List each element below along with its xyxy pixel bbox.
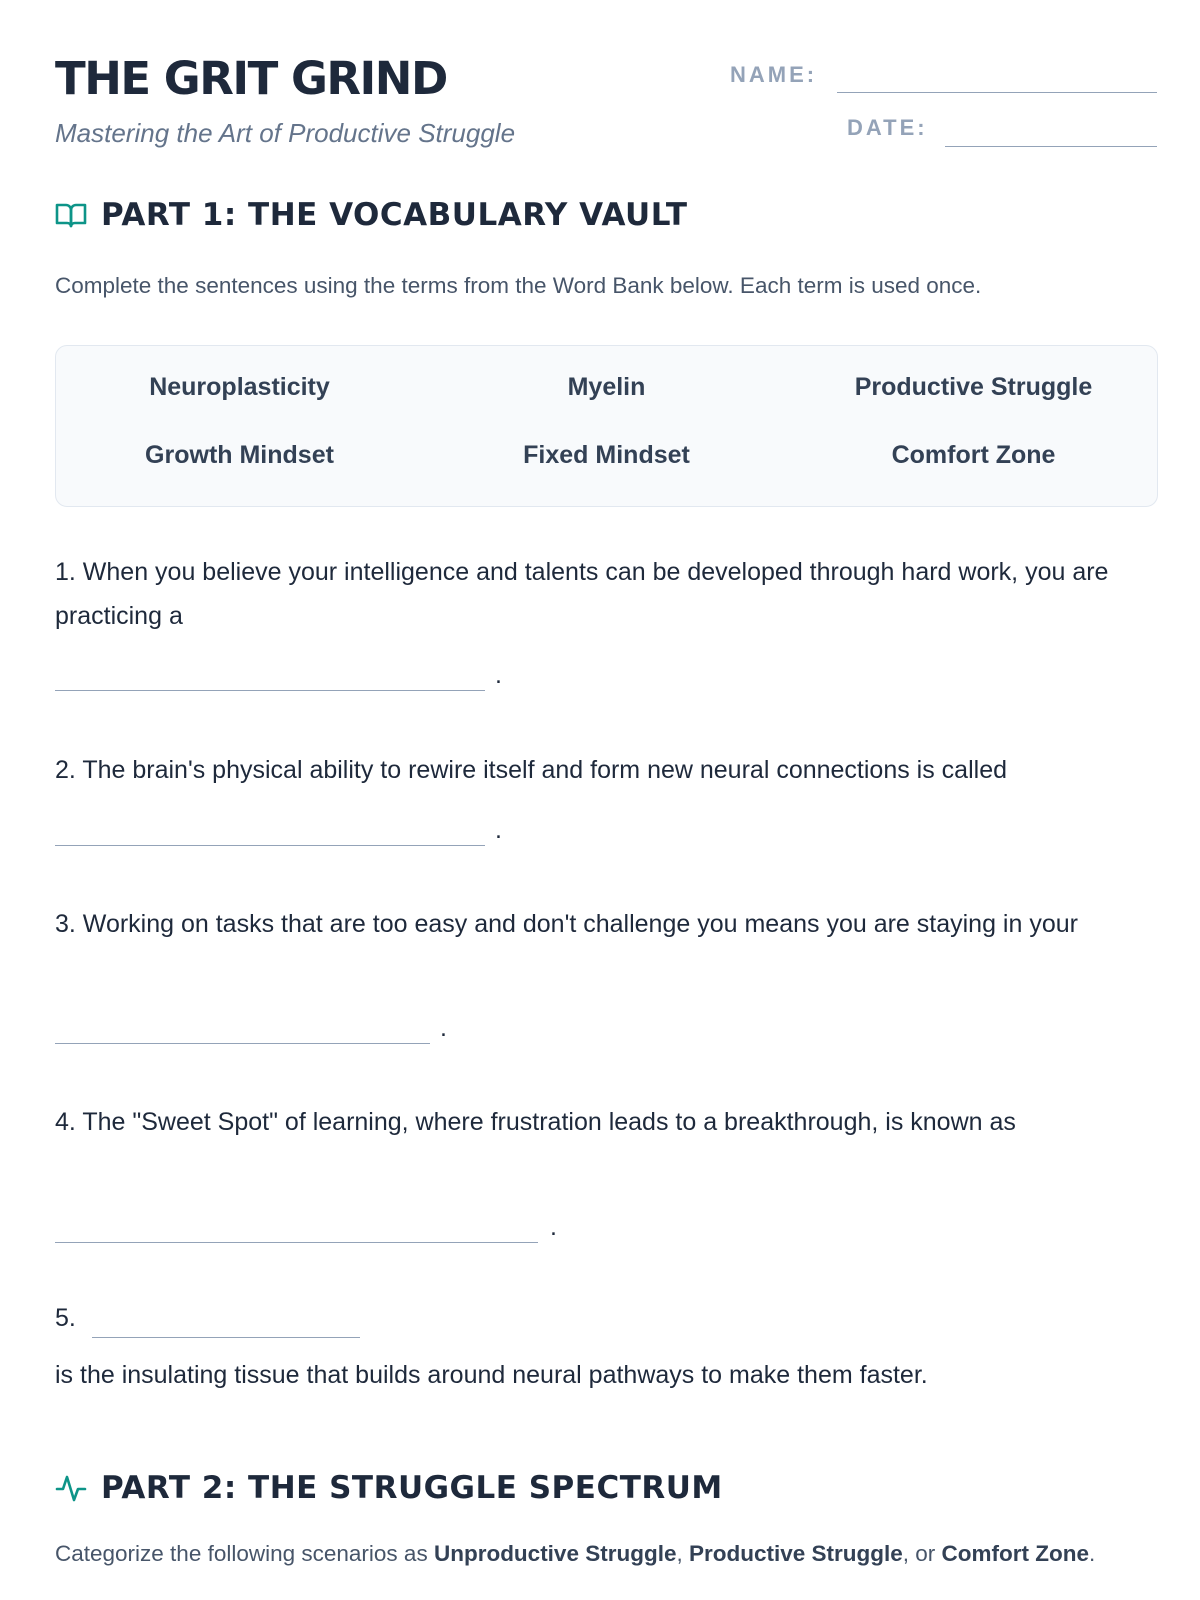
pulse-icon <box>55 1472 87 1504</box>
part2-heading <box>55 1470 723 1506</box>
question-3-text: 3. Working on tasks that are too easy and don't challenge you means you are staying in your <box>55 910 1078 938</box>
question-1-text: 1. When you believe your intelligence and talents can be developed through hard work, you are practicing a <box>55 558 1109 630</box>
term-productive-struggle: Productive Struggle <box>688 1541 903 1566</box>
word-bank-term: Productive Struggle <box>854 373 1093 401</box>
word-bank-term: Comfort Zone <box>891 441 1056 469</box>
name-field[interactable] <box>837 92 1157 93</box>
question-1-answer-blank[interactable] <box>55 690 485 691</box>
word-bank-term: Fixed Mindset <box>523 441 690 469</box>
date-label: DATE: <box>847 115 928 140</box>
question-2-text: 2. The brain's physical ability to rewire itself and form new neural connections is called <box>55 756 1008 784</box>
part1-title: PART 1: THE VOCABULARY VAULT <box>101 197 688 233</box>
word-bank-term: Neuroplasticity <box>149 373 330 401</box>
worksheet-title: THE GRIT GRIND <box>55 52 447 105</box>
part2-instructions-prefix: Categorize the following scenarios as <box>55 1541 434 1566</box>
question-4-text: 4. The "Sweet Spot" of learning, where frustration leads to a breakthrough, is known as <box>55 1108 1016 1136</box>
word-bank <box>55 345 1158 507</box>
question-4-answer-blank[interactable] <box>55 1242 538 1243</box>
part2-instructions-sep2: , or <box>902 1541 942 1566</box>
name-label: NAME: <box>730 62 818 87</box>
question-4-period: . <box>550 1213 557 1241</box>
question-1-period: . <box>495 661 502 689</box>
date-field[interactable] <box>945 146 1157 147</box>
question-5-text: is the insulating tissue that builds around neural pathways to make them faster. <box>55 1361 928 1389</box>
open-book-icon <box>55 201 87 229</box>
worksheet-page <box>55 0 1160 1566</box>
part1-heading <box>55 197 687 233</box>
worksheet-subtitle: Mastering the Art of Productive Struggle <box>55 118 516 148</box>
word-bank-term: Myelin <box>567 373 646 401</box>
word-bank-term: Growth Mindset <box>145 441 334 469</box>
part2-instructions-sep1: , <box>676 1541 689 1566</box>
term-unproductive-struggle: Unproductive Struggle <box>433 1541 677 1566</box>
part2-instructions-suffix: . <box>1089 1541 1096 1566</box>
part2-instructions <box>55 1537 1160 1571</box>
question-5-number: 5. <box>55 1304 76 1332</box>
term-comfort-zone: Comfort Zone <box>941 1541 1090 1566</box>
question-2-period: . <box>495 816 502 844</box>
question-2-answer-blank[interactable] <box>55 845 485 846</box>
question-3-answer-blank[interactable] <box>55 1043 430 1044</box>
question-5-answer-blank[interactable] <box>92 1337 360 1338</box>
worksheet-header <box>55 0 1160 170</box>
question-3-period: . <box>440 1014 447 1042</box>
part2-title: PART 2: THE STRUGGLE SPECTRUM <box>101 1470 723 1506</box>
part1-instructions: Complete the sentences using the terms from the Word Bank below. Each term is used once. <box>55 273 982 298</box>
